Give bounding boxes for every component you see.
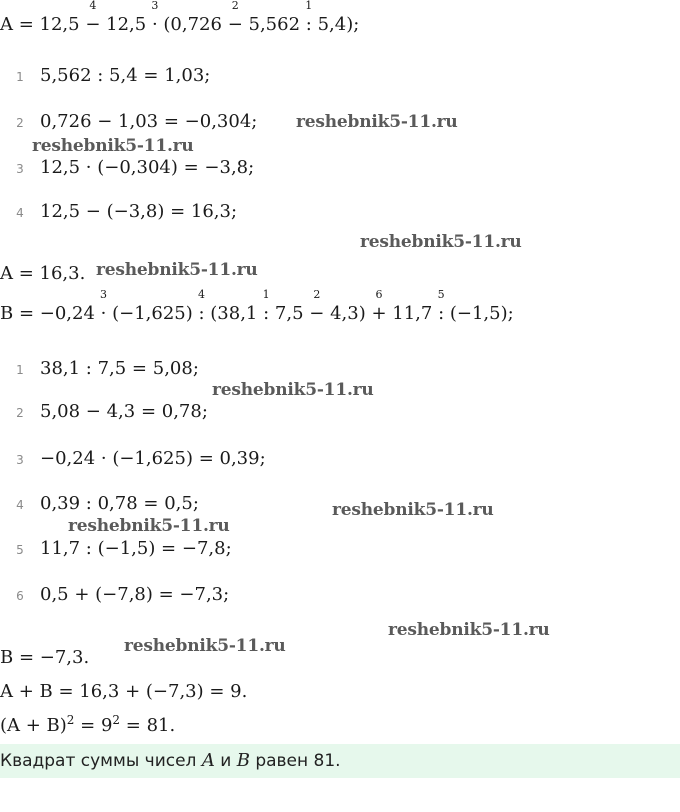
- square-mid: = 9: [74, 715, 113, 736]
- expr-a-part: 5,562: [242, 14, 306, 35]
- step-number: 6: [16, 589, 24, 603]
- square-line: [0, 715, 175, 737]
- expr-a-part: (0,726: [157, 14, 228, 35]
- step-text: 0,39 : 0,78 = 0,5;: [40, 493, 199, 514]
- watermark: reshebnik5-11.ru: [68, 516, 230, 536]
- watermark: reshebnik5-11.ru: [360, 232, 522, 252]
- expr-b-part: (38,1: [204, 303, 264, 324]
- operation-order-marker: : 1: [305, 0, 313, 35]
- step-text: 5,562 : 5,4 = 1,03;: [40, 65, 211, 86]
- square-left: (A + B): [0, 715, 67, 736]
- expr-a-part: 12,5: [100, 14, 152, 35]
- operation-order-marker: : 5: [437, 288, 445, 324]
- expr-b-part: B = −0,24: [0, 303, 101, 324]
- step-text: 0,5 + (−7,8) = −7,3;: [40, 584, 230, 605]
- watermark: reshebnik5-11.ru: [124, 636, 286, 656]
- exponent: 2: [66, 713, 75, 727]
- expr-b-part: 7,5: [269, 303, 310, 324]
- step-number: 2: [16, 406, 24, 420]
- step-text: 38,1 : 7,5 = 5,08;: [40, 358, 199, 379]
- answer-text: Квадрат суммы чисел A и B равен 81.: [0, 750, 341, 771]
- step-text: 12,5 · (−0,304) = −3,8;: [40, 157, 255, 178]
- expr-b-part: (−1,625): [106, 303, 199, 324]
- operation-order-marker: : 4: [198, 288, 206, 324]
- expr-a-part: A = 12,5: [0, 14, 86, 35]
- expr-b-part: (−1,5);: [444, 303, 514, 324]
- watermark: reshebnik5-11.ru: [296, 112, 458, 132]
- operation-order-marker: · 3: [100, 288, 107, 324]
- watermark: reshebnik5-11.ru: [96, 260, 258, 280]
- result-b: B = −7,3.: [0, 647, 90, 668]
- step-text: 12,5 − (−3,8) = 16,3;: [40, 201, 238, 222]
- step-number: 3: [16, 453, 24, 467]
- expression-b: [0, 288, 514, 325]
- step-number: 5: [16, 543, 24, 557]
- watermark: reshebnik5-11.ru: [388, 620, 550, 640]
- exponent: 2: [112, 713, 121, 727]
- step-text: 5,08 − 4,3 = 0,78;: [40, 401, 208, 422]
- operation-order-marker: − 2: [309, 288, 325, 324]
- step-number: 2: [16, 116, 24, 130]
- operation-order-marker: − 4: [85, 0, 101, 35]
- step-text: 0,726 − 1,03 = −0,304;: [40, 111, 258, 132]
- step-number: 1: [16, 363, 24, 377]
- watermark: reshebnik5-11.ru: [32, 136, 194, 156]
- step-number: 1: [16, 70, 24, 84]
- expr-a-part: 5,4);: [311, 14, 360, 35]
- expr-b-part: 11,7: [386, 303, 439, 324]
- step-number: 4: [16, 206, 24, 220]
- expr-b-part: 4,3): [324, 303, 372, 324]
- operation-order-marker: : 1: [262, 288, 270, 324]
- square-right: = 81.: [120, 715, 176, 736]
- watermark: reshebnik5-11.ru: [212, 380, 374, 400]
- watermark: reshebnik5-11.ru: [332, 500, 494, 520]
- step-number: 4: [16, 498, 24, 512]
- result-a: A = 16,3.: [0, 263, 86, 284]
- operation-order-marker: + 6: [371, 288, 387, 324]
- step-number: 3: [16, 162, 24, 176]
- expression-a: [0, 0, 360, 36]
- operation-order-marker: · 3: [151, 0, 159, 35]
- step-text: −0,24 · (−1,625) = 0,39;: [40, 448, 266, 469]
- answer-banner: [0, 744, 680, 778]
- operation-order-marker: − 2: [227, 0, 243, 35]
- sum-line: A + B = 16,3 + (−7,3) = 9.: [0, 681, 248, 702]
- step-text: 11,7 : (−1,5) = −7,8;: [40, 538, 232, 559]
